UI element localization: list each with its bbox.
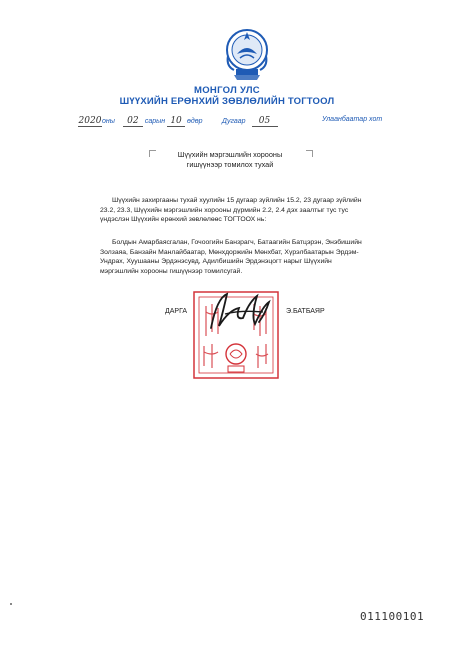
number-field	[222, 116, 278, 127]
state-emblem-icon	[222, 26, 272, 82]
subject-line-2: гишүүнээр томилох тухай	[186, 160, 274, 169]
subject-line-1: Шүүхийн мэргэшлийн хорооны	[177, 150, 283, 159]
serial-number: 011100101	[360, 610, 425, 623]
date-year: 2020	[78, 116, 102, 126]
date-year-suffix: оны	[102, 118, 115, 125]
date-field	[78, 116, 203, 127]
document-number: 05	[252, 116, 278, 127]
signature-mark	[205, 288, 275, 336]
date-day-suffix: өдөр	[187, 118, 203, 125]
signatory-title: ДАРГА	[165, 308, 188, 315]
date-day: 10	[167, 116, 185, 127]
city-label: Улаанбаатар хот	[322, 116, 383, 123]
margin-dot	[10, 603, 12, 605]
body-paragraph-2: Болдын Амарбаясгалан, Гочоогийн Банзрагч, Батаагийн Батцэрэн, Энэбишийн Золзаяа, Банзайн Манлайбаатар, Мөнхдоржийн Мөнхбат, Хүрэлбаатарын Эрдэм-Ундрах, Хуушааны Эрдэнэсувд, Адилбишийн Эрдэнэцогт нарыг Шүүхийн мэргэшлийн хорооны гишүүнээр томилсугай.	[100, 239, 362, 275]
body-paragraph-1: Шүүхийн захиргааны тухай хуулийн 15 дугаар зүйлийн 15.2, 23 дугаар зүйлийн 23.2, 23.3, Шүүхийн мэргэшлийн хорооны дүрмийн 2.2, 2.4 дэх заалтыг тус тус үндэслэн Шүүхийн ерөнхий зөвлөлөөс ТОГТООХ нь:	[100, 197, 362, 224]
number-label: Дугаар	[222, 118, 246, 125]
subject	[150, 150, 310, 170]
date-month-suffix: сарын	[144, 118, 166, 125]
signatory-name: Э.БАТБАЯР	[286, 308, 325, 315]
date-month: 02	[123, 116, 143, 127]
country-name: МОНГОЛ УЛС	[194, 85, 260, 96]
resolution-title: ШҮҮХИЙН ЕРӨНХИЙ ЗӨВЛӨЛИЙН ТОГТООЛ	[119, 96, 335, 107]
